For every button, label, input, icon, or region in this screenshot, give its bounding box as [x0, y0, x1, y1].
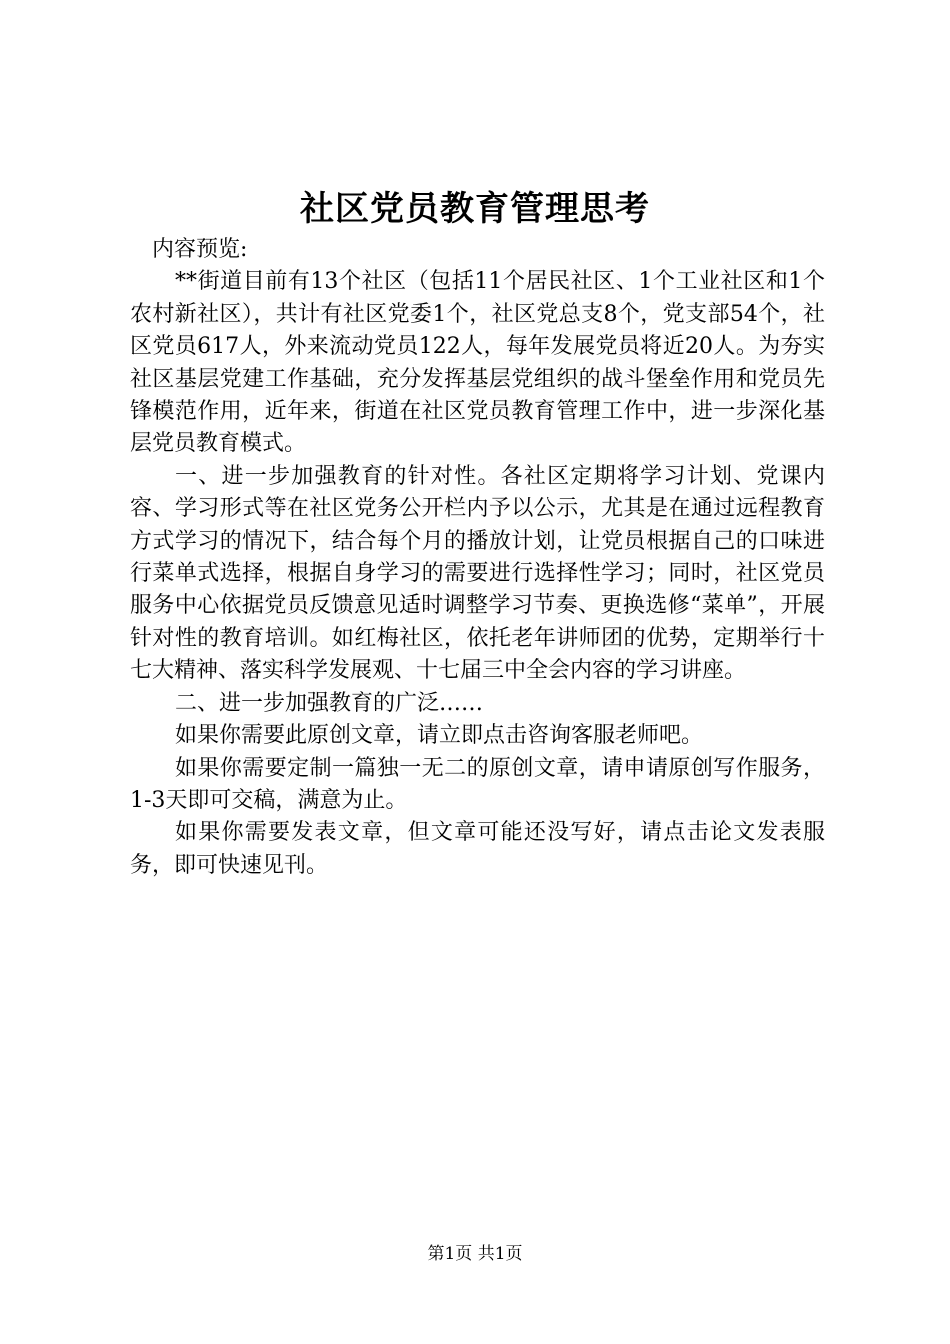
- paragraph-contact-service: 如果你需要此原创文章，请立即点击咨询客服老师吧。: [175, 723, 704, 749]
- page-number-footer: 第1页 共1页: [427, 1244, 523, 1264]
- paragraph-custom-writing: 如果你需要定制一篇独一无二的原创文章，请申请原创写作服务，1-3天即可交稿，满意为止。: [130, 755, 825, 813]
- paragraph-intro: **街道目前有13个社区（包括11个居民社区、1个工业社区和1个农村新社区），共计有社区党委1个，社区党总支8个，党支部54个，社区党员617人，外来流动党员122人，每年发展党员将近20人。为夯实社区基层党建工作基础，充分发挥基层党组织的战斗堡垒作用和党员先锋模范作用，近年来，街道在社区党员教育管理工作中，进一步深化基层党员教育模式。: [130, 269, 825, 457]
- paragraph-publishing-service: 如果你需要发表文章，但文章可能还没写好，请点击论文发表服务，即可快速见刊。: [130, 820, 825, 878]
- paragraph-section-two: 二、进一步加强教育的广泛……: [175, 690, 484, 716]
- paragraph-section-one: 一、进一步加强教育的针对性。各社区定期将学习计划、党课内容、学习形式等在社区党务公开栏内予以公示，尤其是在通过远程教育方式学习的情况下，结合每个月的播放计划，让党员根据自己的口味进行菜单式选择，根据自身学习的需要进行选择性学习；同时，社区党员服务中心依据党员反馈意见适时调整学习节奏、更换选修“菜单”，开展针对性的教育培训。如红梅社区，依托老年讲师团的优势，定期举行十七大精神、落实科学发展观、十七届三中全会内容的学习讲座。: [130, 463, 825, 684]
- document-title: 社区党员教育管理思考: [300, 189, 650, 229]
- document-body: [130, 234, 825, 882]
- preview-label: 内容预览:: [152, 237, 248, 262]
